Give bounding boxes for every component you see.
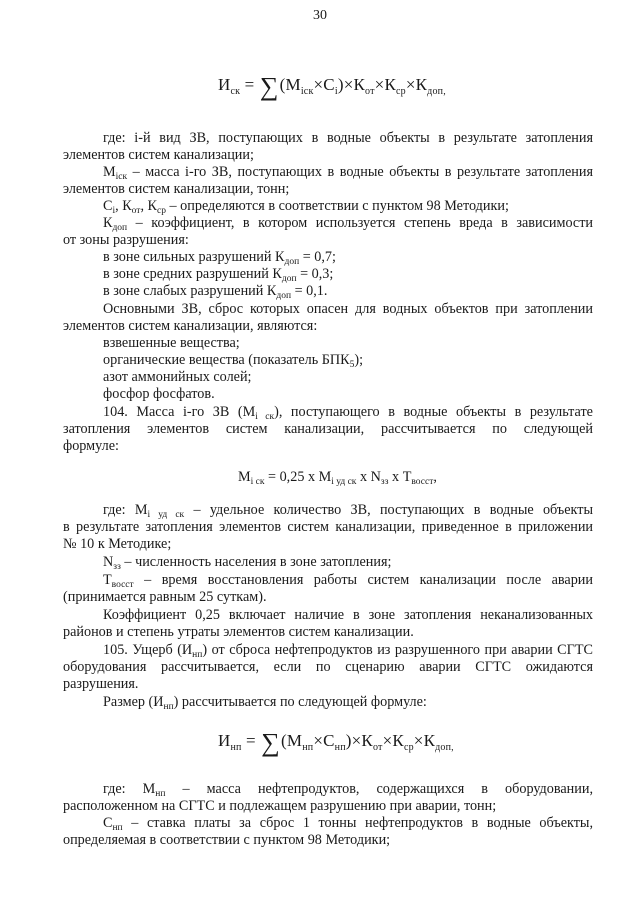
text-line: разрушения.: [63, 676, 139, 692]
text-line: (принимается равным 25 суткам).: [63, 589, 267, 605]
formula-isk: $И_{ск} = \sum(М_{iск}\times С_i)\times К_{от}\times К_{ср}\times К_{доп,}$: [218, 72, 446, 101]
text-line: где: $М_{нп}$ – масса нефтепродуктов, содержащихся в оборудовании,: [103, 781, 593, 799]
formula-inp: $И_{нп} = \sum(М_{нп}\times С_{нп})\times К_{от}\times К_{ср}\times К_{доп,}$: [218, 728, 454, 757]
text-line: азот аммонийных солей;: [103, 369, 252, 385]
text-line: $М_{iск}$ – масса i-го ЗВ, поступающих в водные объекты в результате затопления: [103, 164, 593, 182]
text-line: в зоне средних разрушений $К_{доп} = 0,3$;: [103, 266, 334, 284]
text-line: $N_{зз}$ – численность населения в зоне затопления;: [103, 554, 392, 572]
text-line: $Т_{восст}$ – время восстановления работы систем канализации после аварии: [103, 572, 593, 590]
text-line: расположенном на СГТС и подлежащем разрушению при аварии, тонн;: [63, 798, 497, 814]
text-line: органические вещества (показатель $БПК_5$);: [103, 352, 364, 370]
text-line: фосфор фосфатов.: [103, 386, 215, 402]
text-line: от зоны разрушения:: [63, 232, 189, 248]
page-number: 30: [313, 8, 327, 23]
formula-mi: $М_{i ск} = 0,25$ x $М_{i уд ск}$ x $N_{зз}$ x $Т_{восст}$,: [238, 469, 437, 487]
text-line: в результате затопления элементов систем канализации, приведенное в приложении: [63, 519, 593, 535]
text-line: элементов систем канализации;: [63, 147, 254, 163]
text-line: Размер $(И_{нп})$ рассчитывается по следующей формуле:: [103, 694, 427, 712]
text-line: где: $М_{i уд ск}$ – удельное количество ЗВ, поступающих в водные объекты: [103, 502, 593, 520]
text-line: формуле:: [63, 438, 119, 454]
text-line: взвешенные вещества;: [103, 335, 240, 351]
text-line: элементов систем канализации, тонн;: [63, 181, 290, 197]
text-line: районов и степень утраты элементов систем канализации.: [63, 624, 414, 640]
text-line: 105. Ущерб $(И_{нп})$ от сброса нефтепродуктов из разрушенного при аварии СГТС: [103, 642, 593, 660]
text-line: № 10 к Методике;: [63, 536, 172, 552]
text-line: затопления элементов систем канализации, рассчитывается по следующей: [63, 421, 593, 437]
text-line: в зоне слабых разрушений $К_{доп} = 0,1$.: [103, 283, 328, 301]
text-line: оборудования рассчитывается, если по сценарию аварии СГТС ожидаются: [63, 659, 593, 675]
text-line: 104. Масса i-го ЗВ $(М_{i ск})$, поступающего в водные объекты в результате: [103, 404, 593, 422]
text-line: $К_{доп}$ – коэффициент, в котором используется степень вреда в зависимости: [103, 215, 593, 233]
text-line: определяемая в соответствии с пунктом 98 Методики;: [63, 832, 391, 848]
text-line: элементов систем канализации, являются:: [63, 318, 318, 334]
text-line: $С_{нп}$ – ставка платы за сброс 1 тонны нефтепродуктов в водные объекты,: [103, 815, 593, 833]
text-line: в зоне сильных разрушений $К_{доп} = 0,7$;: [103, 249, 336, 267]
text-line: $С_i$, $К_{от}$, $К_{ср}$ – определяются в соответствии с пунктом 98 Методики;: [103, 198, 509, 216]
text-line: Коэффициент 0,25 включает наличие в зоне затопления неканализованных: [103, 607, 593, 623]
text-line: Основными ЗВ, сброс которых опасен для водных объектов при затоплении: [103, 301, 593, 317]
text-line: где: i-й вид ЗВ, поступающих в водные объекты в результате затопления: [103, 130, 593, 146]
